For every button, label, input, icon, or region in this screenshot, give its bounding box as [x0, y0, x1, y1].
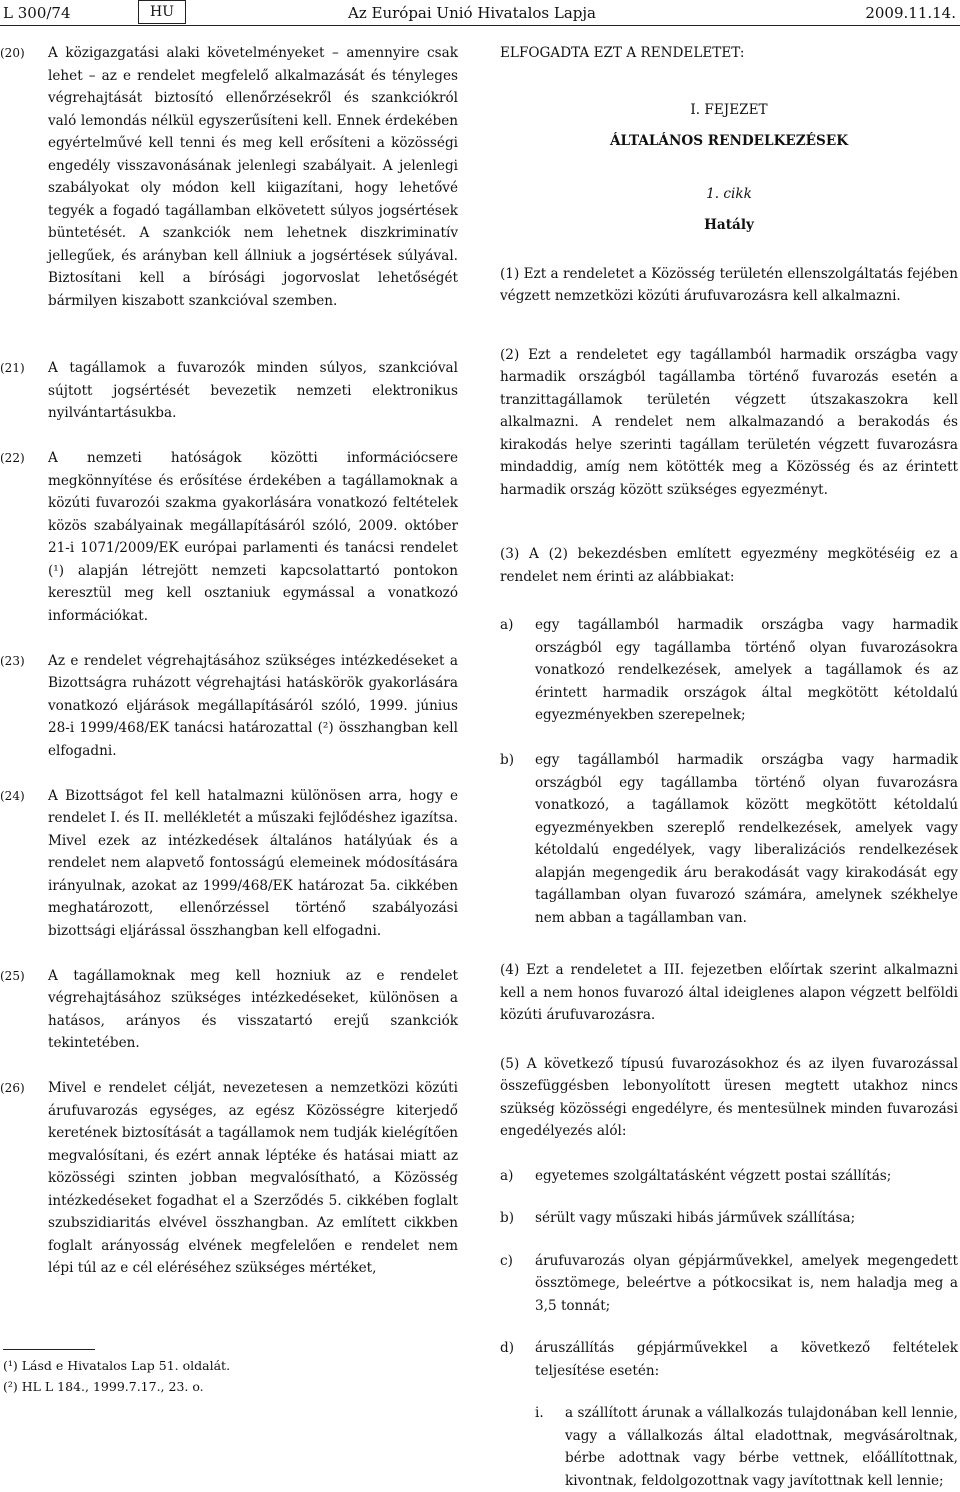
list-item-5d — [500, 1337, 958, 1382]
recital-number: (25) — [0, 968, 25, 983]
paragraph-4: (4) Ezt a rendeletet a III. fejezetben előírtak szerint alkalmazni kell a nem honos fuvarozó által ideiglenes alapon végzett belföldi közúti árufuvarozásra. — [500, 962, 958, 1023]
list-item-5c — [500, 1250, 958, 1318]
recital-20 — [0, 42, 458, 312]
item-text: egy tagállamból harmadik országba vagy harmadik országból egy tagállamba történő olyan fuvarozásokra vonatkozó rendelkezések, amelyek a tagállamok és az érintett harmadik országok által megkötött kétoldalú egyezményekben szerepelnek; — [535, 617, 958, 723]
item-label: d) — [500, 1340, 515, 1356]
recital-number: (20) — [0, 46, 25, 60]
item-label: c) — [500, 1252, 513, 1269]
recital-text: A Bizottságot fel kell hatalmazni különösen arra, hogy e rendelet I. és II. mellékletét a műszaki fejlődéshez igazítsa. Mivel ezek az intézkedések általános hatályúak és a rendelet nem alapvető fontosságú elemeinek módosítására irányulnak, azokat az 1999/468/EK határozat 5a. cikkében meghatározott, ellenőrzéssel történő szabályozási bizottsági eljárással összhangban kell elfogadni. — [48, 787, 458, 939]
footnote-rule — [3, 1349, 95, 1350]
footnote-2: (²) HL L 184., 1999.7.17., 23. o. — [3, 1379, 204, 1394]
item-text: áruszállítás gépjárművekkel a következő feltételek teljesítése esetén: — [535, 1340, 958, 1379]
recital-22 — [0, 447, 458, 627]
item-label: b) — [500, 1210, 515, 1226]
paragraph-3: (3) A (2) bekezdésben említett egyezmény megkötéséig ez a rendelet nem érinti az alábbiakat: — [500, 546, 958, 585]
recital-number: (21) — [0, 361, 25, 375]
item-label: b) — [500, 752, 515, 768]
list-item-5b — [500, 1207, 958, 1230]
recital-number: (24) — [0, 788, 25, 803]
paragraph-5: (5) A következő típusú fuvarozásokhoz és az ilyen fuvarozással összefüggésben lebonyolított üresen megtett utakhoz nincs szükség közösségi engedélyre, és mentesülnek minden fuvarozási engedélyezés alól: — [500, 1055, 958, 1139]
recital-number: (26) — [0, 1081, 25, 1095]
article-number: 1. cikk — [706, 185, 752, 202]
recital-number: (23) — [0, 653, 25, 668]
recital-24 — [0, 785, 458, 943]
recital-26 — [0, 1077, 458, 1280]
paragraph-1: (1) Ezt a rendeletet a Közösség területén ellenszolgáltatás fejében végzett nemzetközi közúti árufuvarozásra kell alkalmazni. — [500, 265, 958, 304]
list-item-3a — [500, 614, 958, 727]
journal-title: Az Európai Unió Hivatalos Lapja — [348, 4, 596, 22]
recital-25 — [0, 965, 458, 1055]
sub-item-i — [500, 1402, 958, 1492]
item-text: árufuvarozás olyan gépjárművekkel, amelyek megengedett össztömege, beleértve a pótkocsikat is, nem haladja meg a 3,5 tonnát; — [535, 1252, 958, 1314]
chapter-title: ÁLTALÁNOS RENDELKEZÉSEK — [609, 133, 849, 149]
recital-21 — [0, 357, 458, 425]
recital-text: A tagállamok a fuvarozók minden súlyos, szankcióval sújtott jogsértését bevezetik nemzeti elektronikus nyilvántartásukba. — [48, 360, 458, 421]
page-reference: L 300/74 — [3, 4, 71, 22]
recital-text: Mivel e rendelet célját, nevezetesen a nemzetközi közúti árufuvarozás egységes, az egész Közösségre kiterjedő keretének biztosítását a tagállamok nem tudják kielégítően megvalósítani, és ezért annak léptéke és hatásai miatt az közösségi szinten jobban megvalósítható, a Közösség intézkedéseket fogadhat el a Szerződés 5. cikkében foglalt szubszidiaritás elvével összhangban. Az említett cikkben foglalt arányosság elvének megfelelően e rendelet nem lépi túl az e cél eléréséhez szükséges mértéket, — [48, 1080, 458, 1276]
item-text: egyetemes szolgáltatásként végzett postai szállítás; — [535, 1167, 892, 1184]
recital-text: A közigazgatási alaki követelményeket – amennyire csak lehet – az e rendelet megfelelő alkalmazását és tényleges végrehajtását biztosító ellenőrzésekről és szankciókról való lemondás nélkül egyszerűsíteni kell. Ennek érdekében egyértelművé kell tenni és meg kell erősíteni a közösségi engedély visszavonásának jelenlegi szabályait. A jelenlegi szabályokat oly módon kell kiigazítani, hogy lehetővé tegyék a fogadó tagállamban elkövetett súlyos jogsértések büntetését. A szankciók nem lehetnek diszkriminatív jellegűek, és arányban kell állniuk a jogsértések súlyával. Biztosítani kell a bírósági jogorvoslat lehetőségét bármilyen kiszabott szankcióval szemben. — [48, 45, 458, 309]
chapter-heading: I. FEJEZET — [690, 101, 768, 118]
sub-item-label: i. — [535, 1405, 544, 1421]
recital-text: A nemzeti hatóságok közötti információcsere megkönnyítése és erősítése érdekében a tagállamoknak a közúti fuvarozói szakma gyakorlására vonatkozó feltételek közös szabályainak megállapításáról szóló, 2009. október 21-i 1071/2009/EK európai parlamenti és tanácsi rendelet (¹) alapján létrejött nemzeti kapcsolattartó pontokon keresztül meg kell osztaniuk egymással a vonatkozó információkat. — [48, 450, 458, 624]
item-text: sérült vagy műszaki hibás járművek szállítása; — [535, 1210, 856, 1226]
recital-text: A tagállamoknak meg kell hozniuk az e rendelet végrehajtásához szükséges intézkedéseket, különösen a hatásos, arányos és visszatartó erejű szankciók tekintetében. — [48, 967, 458, 1051]
left-column — [0, 42, 458, 1302]
recital-text: Az e rendelet végrehajtásához szükséges intézkedéseket a Bizottságra ruházott végrehajtási hatáskörök gyakorlására vonatkozó eljárások megállapításáról szóló, 1999. június 28-i 1999/468/EK tanácsi határozattal (²) összhangban kell elfogadni. — [48, 652, 458, 759]
adoption-statement: ELFOGADTA EZT A RENDELETET: — [500, 45, 745, 61]
item-text: egy tagállamból harmadik országba vagy harmadik országból egy tagállamba történő olyan fuvarozásra vonatkozó, a tagállamok között megkötött kétoldalú egyezményekben szereplő rendelkezések, amelyek vagy kétoldalú engedélyek, vagy liberalizációs rendelkezések alapján megengedik áru berakodását vagy kirakodását egy tagállamban olyan fuvarozó számára, amelynek székhelye nem abban a tagállamban van. — [535, 752, 958, 926]
recital-number: (22) — [0, 451, 25, 465]
footnote-1: (¹) Lásd e Hivatalos Lap 51. oldalát. — [3, 1358, 231, 1373]
header-rule — [0, 25, 960, 26]
item-label: a) — [500, 617, 514, 633]
list-item-3b — [500, 749, 958, 929]
recital-23 — [0, 650, 458, 763]
article-title: Hatály — [704, 217, 754, 233]
language-badge: HU — [138, 0, 186, 24]
publication-date: 2009.11.14. — [865, 4, 956, 22]
list-item-5a — [500, 1165, 958, 1188]
sub-item-text: a szállított árunak a vállalkozás tulajdonában kell lennie, vagy a vállalkozás által eladottnak, megvásároltnak, bérbe adottnak vagy bérbe vettnek, előállítottnak, kivontnak, feldolgozottnak vagy javítottnak kell lennie; — [565, 1405, 958, 1489]
right-column — [500, 42, 958, 1492]
paragraph-2: (2) Ezt a rendeletet egy tagállamból harmadik országba vagy harmadik országból tagállamba történő fuvarozás esetén a tranzittagállamok területén végzett útszakaszokra kell alkalmazni. A rendelet nem alkalmazandó a berakodás és kirakodás helye szerinti tagállam területén végzett fuvarozásra mindaddig, amíg nem kötötték meg a Közösség és az érintett harmadik ország között szükséges egyezményt. — [500, 346, 958, 498]
item-label: a) — [500, 1167, 514, 1184]
